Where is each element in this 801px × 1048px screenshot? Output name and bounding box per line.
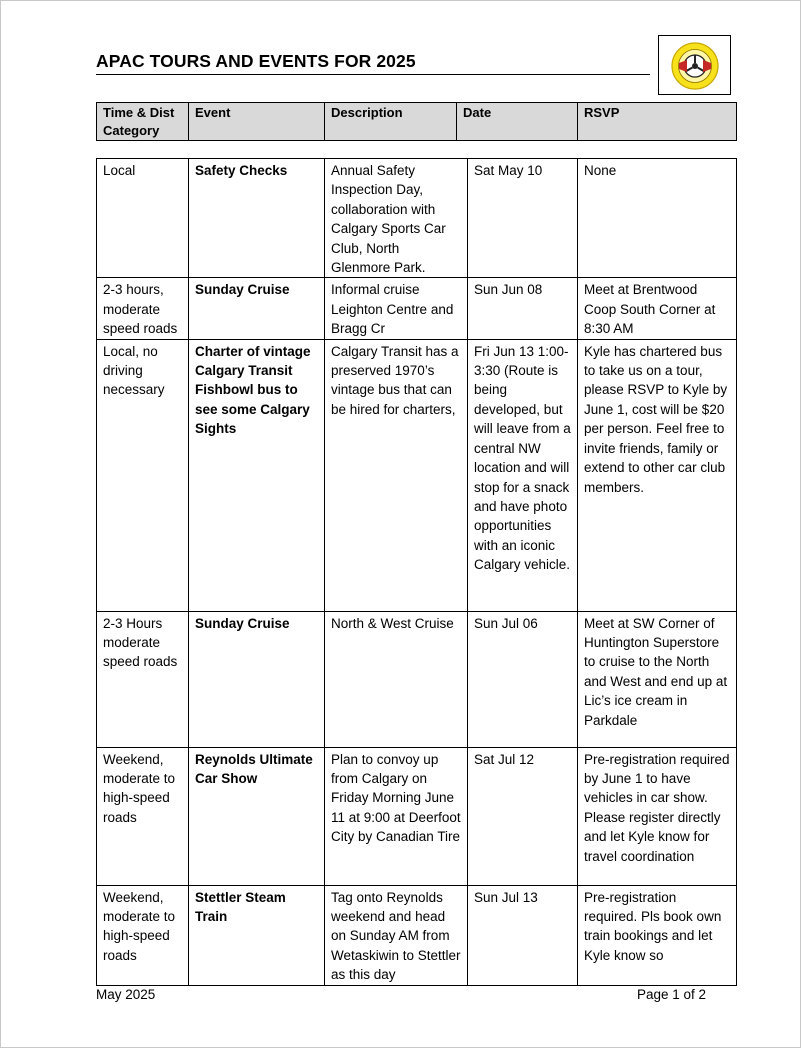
row-event: Safety Checks bbox=[189, 159, 325, 278]
table-row bbox=[97, 339, 737, 611]
row-date: Sat May 10 bbox=[468, 159, 578, 278]
row-category: 2-3 hours, moderate speed roads bbox=[97, 278, 189, 339]
header-rsvp: RSVP bbox=[578, 103, 737, 141]
table-row bbox=[97, 747, 737, 885]
row-category: Local bbox=[97, 159, 189, 278]
row-date: Sun Jun 08 bbox=[468, 278, 578, 339]
table-row bbox=[97, 159, 737, 278]
table-row bbox=[97, 885, 737, 985]
row-date: Fri Jun 13 1:00-3:30 (Route is being developed, but will leave from a central NW location and will stop for a snack and have photo opportunities with an iconic Calgary vehicle. bbox=[468, 339, 578, 611]
row-description: Calgary Transit has a preserved 1970’s vintage bus that can be hired for charters, bbox=[325, 339, 468, 611]
club-logo-icon bbox=[670, 41, 720, 91]
row-description: Annual Safety Inspection Day, collaboration with Calgary Sports Car Club, North Glenmore Park. bbox=[325, 159, 468, 278]
row-category: Weekend, moderate to high-speed roads bbox=[97, 885, 189, 985]
row-rsvp: Pre-registration required. Pls book own train bookings and let Kyle know so bbox=[578, 885, 737, 985]
table-row bbox=[97, 278, 737, 339]
header-date: Date bbox=[457, 103, 578, 141]
row-description: Tag onto Reynolds weekend and head on Sunday AM from Wetaskiwin to Stettler as this day bbox=[325, 885, 468, 985]
footer-page-number: Page 1 of 2 bbox=[637, 987, 707, 1002]
row-rsvp: Pre-registration required by June 1 to have vehicles in car show. Please register directly and let Kyle know for travel coordination bbox=[578, 747, 737, 885]
events-table bbox=[96, 158, 737, 986]
row-event: Sunday Cruise bbox=[189, 611, 325, 747]
row-event: Stettler Steam Train bbox=[189, 885, 325, 985]
header-row bbox=[97, 103, 737, 141]
title-underline bbox=[96, 74, 650, 75]
row-event: Sunday Cruise bbox=[189, 278, 325, 339]
logo-frame bbox=[658, 35, 731, 95]
row-date: Sat Jul 12 bbox=[468, 747, 578, 885]
row-event: Charter of vintage Calgary Transit Fishbowl bus to see some Calgary Sights bbox=[189, 339, 325, 611]
table-row bbox=[97, 611, 737, 747]
row-date: Sun Jul 06 bbox=[468, 611, 578, 747]
row-description: North & West Cruise bbox=[325, 611, 468, 747]
table-header bbox=[96, 102, 737, 141]
header-event: Event bbox=[189, 103, 325, 141]
row-rsvp: Kyle has chartered bus to take us on a tour, please RSVP to Kyle by June 1, cost will be $20 per person. Feel free to invite friends, family or extend to other car club members. bbox=[578, 339, 737, 611]
footer-date: May 2025 bbox=[96, 987, 156, 1002]
row-rsvp: Meet at Brentwood Coop South Corner at 8:30 AM bbox=[578, 278, 737, 339]
row-description: Informal cruise Leighton Centre and Bragg Cr bbox=[325, 278, 468, 339]
row-description: Plan to convoy up from Calgary on Friday Morning June 11 at 9:00 at Deerfoot City by Canadian Tire bbox=[325, 747, 468, 885]
row-rsvp: Meet at SW Corner of Huntington Superstore to cruise to the North and West and end up at Lic’s ice cream in Parkdale bbox=[578, 611, 737, 747]
row-category: Weekend, moderate to high-speed roads bbox=[97, 747, 189, 885]
row-date: Sun Jul 13 bbox=[468, 885, 578, 985]
row-category: Local, no driving necessary bbox=[97, 339, 189, 611]
page-title: APAC TOURS AND EVENTS FOR 2025 bbox=[96, 51, 416, 71]
row-event: Reynolds Ultimate Car Show bbox=[189, 747, 325, 885]
header-description: Description bbox=[325, 103, 457, 141]
row-category: 2-3 Hours moderate speed roads bbox=[97, 611, 189, 747]
header-category: Time & Dist Category bbox=[97, 103, 189, 141]
row-rsvp: None bbox=[578, 159, 737, 278]
